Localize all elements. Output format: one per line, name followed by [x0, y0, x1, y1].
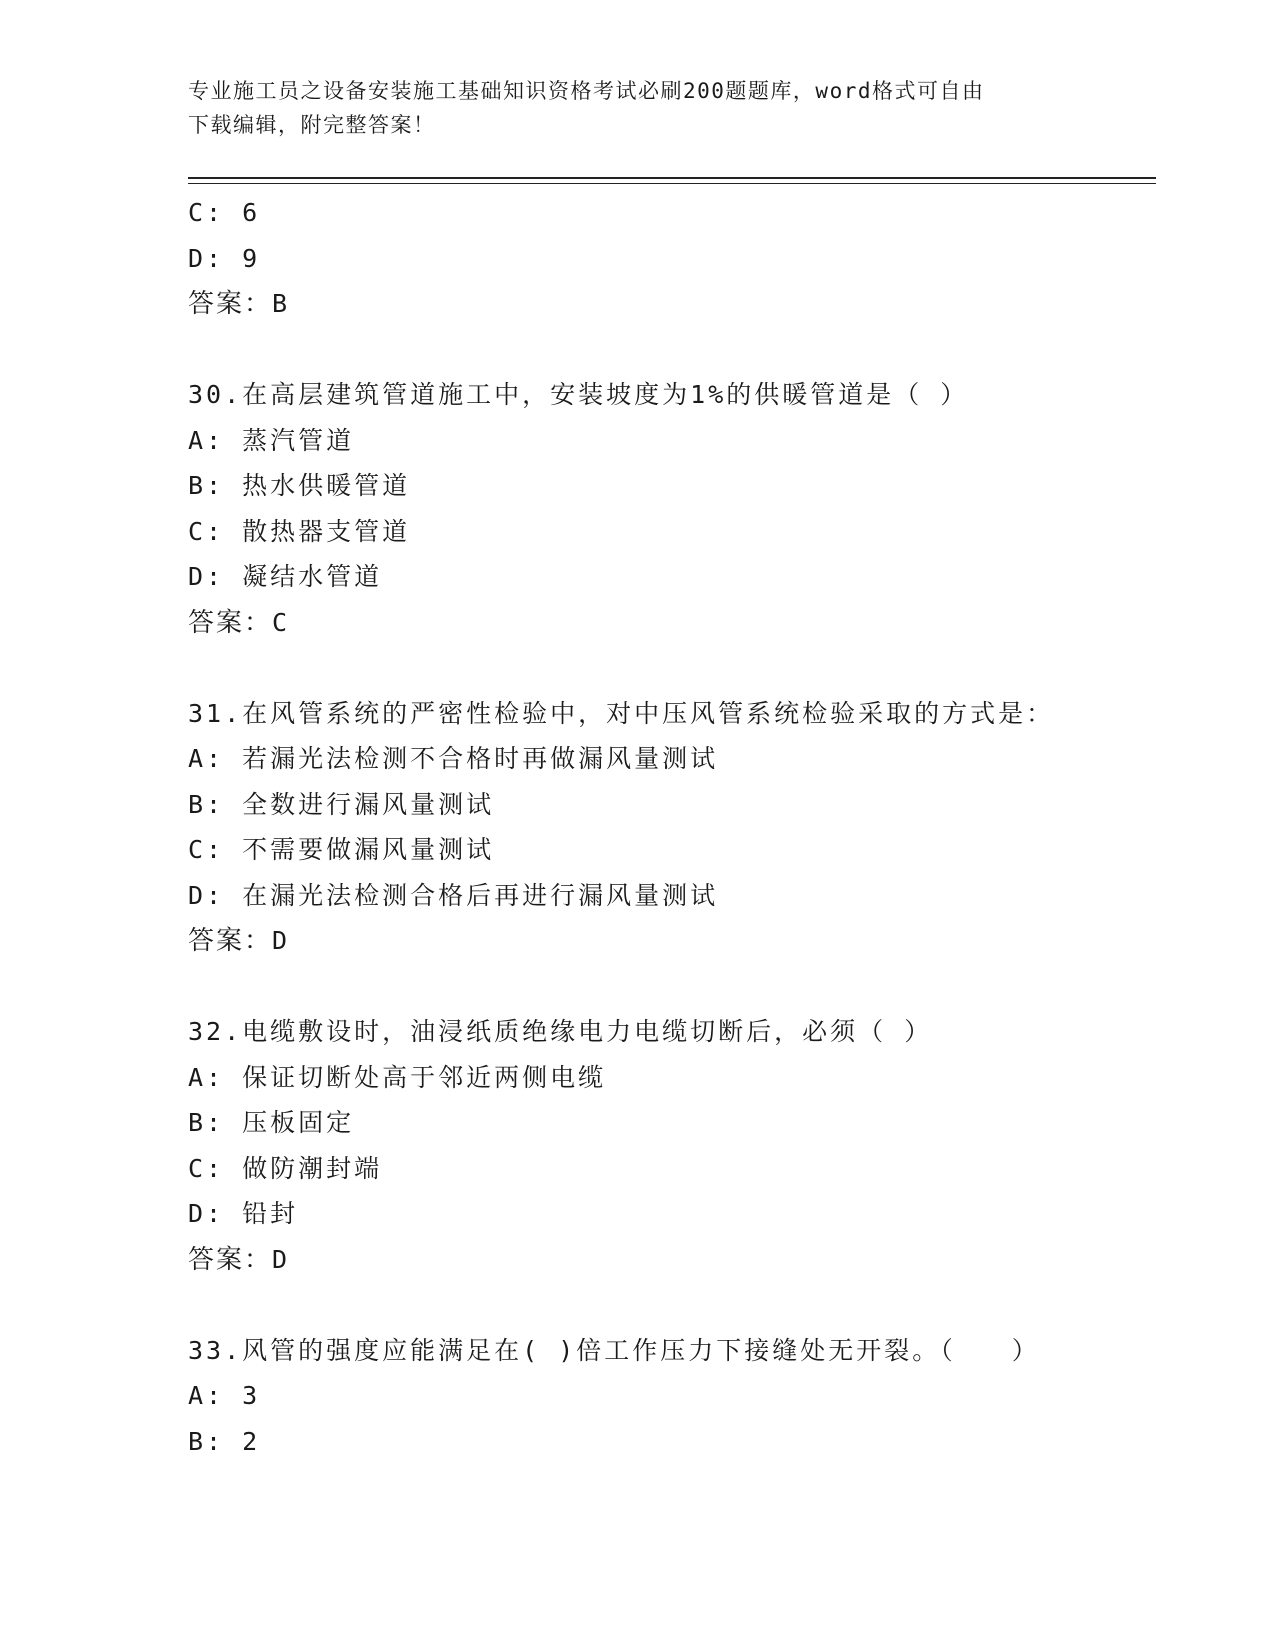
option-a	[188, 418, 1156, 464]
answer-label: 答案：	[188, 1244, 273, 1275]
option-text: 铅封	[242, 1199, 299, 1228]
option-a	[188, 736, 1156, 782]
question-stem	[188, 691, 1156, 737]
question-text: 风管的强度应能满足在( )倍工作压力下接缝处无开裂。（ ）	[242, 1335, 1040, 1365]
question-text: 在高层建筑管道施工中，安装坡度为1%的供暖管道是（ ）	[242, 380, 969, 409]
option-c	[188, 509, 1156, 555]
question-list	[188, 190, 1156, 1464]
question-stem	[188, 1009, 1156, 1055]
answer-line	[188, 1237, 1156, 1283]
question-text: 电缆敷设时，油浸纸质绝缘电力电缆切断后，必须（ ）	[242, 1017, 933, 1046]
option-label: C:	[188, 1153, 225, 1183]
header-title-line-1: 专业施工员之设备安装施工基础知识资格考试必刷200题题库，word格式可自由	[188, 79, 985, 103]
document-header	[188, 74, 1068, 142]
option-label: B:	[188, 1108, 225, 1137]
spacer	[188, 327, 1156, 373]
option-label: A:	[188, 744, 225, 773]
option-text: 3	[242, 1381, 261, 1410]
option-text: 热水供暖管道	[242, 471, 411, 500]
option-a	[188, 1055, 1156, 1101]
header-title-line-2: 下载编辑，附完整答案！	[188, 113, 436, 137]
question-number: 32.	[188, 1017, 243, 1046]
option-label: C:	[188, 835, 225, 864]
option-text: 蒸汽管道	[242, 425, 355, 455]
option-a	[188, 1373, 1156, 1419]
question-number: 33.	[188, 1335, 243, 1365]
question-number: 30.	[188, 380, 243, 409]
header-rule-thin	[188, 183, 1156, 184]
answer-value: D	[272, 1244, 289, 1274]
option-text: 散热器支管道	[242, 516, 411, 546]
option-text: 保证切断处高于邻近两侧电缆	[242, 1062, 607, 1092]
option-label: C:	[188, 198, 225, 227]
option-c	[188, 1146, 1156, 1192]
option-text: 若漏光法检测不合格时再做漏风量测试	[242, 744, 719, 773]
option-label: C:	[188, 516, 225, 546]
spacer	[188, 1282, 1156, 1328]
option-text: 6	[242, 198, 261, 227]
option-label: B:	[188, 1426, 225, 1456]
option-text: 9	[242, 243, 261, 273]
option-b	[188, 1419, 1156, 1465]
answer-value: B	[272, 289, 289, 318]
option-b	[188, 1100, 1156, 1146]
option-label: A:	[188, 425, 225, 455]
header-rule-thick	[188, 177, 1156, 179]
option-label: D:	[188, 1199, 225, 1228]
option-text: 在漏光法检测合格后再进行漏风量测试	[242, 880, 719, 910]
option-c	[188, 190, 1156, 236]
answer-line	[188, 600, 1156, 646]
answer-line	[188, 281, 1156, 327]
option-c	[188, 827, 1156, 873]
option-d	[188, 554, 1156, 600]
option-label: D:	[188, 880, 225, 910]
answer-value: C	[272, 607, 289, 637]
option-d	[188, 873, 1156, 919]
question-text: 在风管系统的严密性检验中，对中压风管系统检验采取的方式是：	[242, 698, 1055, 728]
option-text: 做防潮封端	[242, 1153, 383, 1183]
option-label: B:	[188, 789, 225, 819]
question-stem	[188, 1328, 1156, 1374]
option-label: B:	[188, 471, 225, 500]
option-text: 全数进行漏风量测试	[242, 789, 495, 819]
option-text: 压板固定	[242, 1108, 355, 1137]
option-text: 凝结水管道	[242, 562, 383, 591]
spacer	[188, 645, 1156, 691]
option-text: 2	[242, 1426, 261, 1456]
answer-label: 答案：	[188, 289, 273, 319]
answer-line	[188, 918, 1156, 964]
option-text: 不需要做漏风量测试	[242, 835, 495, 864]
option-b	[188, 463, 1156, 509]
question-stem	[188, 372, 1156, 418]
option-label: D:	[188, 562, 225, 591]
answer-label: 答案：	[188, 926, 273, 956]
option-b	[188, 782, 1156, 828]
option-label: D:	[188, 243, 225, 273]
question-number: 31.	[188, 698, 243, 728]
option-label: A:	[188, 1062, 225, 1092]
answer-value: D	[272, 926, 289, 955]
option-d	[188, 1191, 1156, 1237]
option-d	[188, 236, 1156, 282]
answer-label: 答案：	[188, 607, 273, 638]
spacer	[188, 964, 1156, 1010]
option-label: A:	[188, 1381, 225, 1410]
